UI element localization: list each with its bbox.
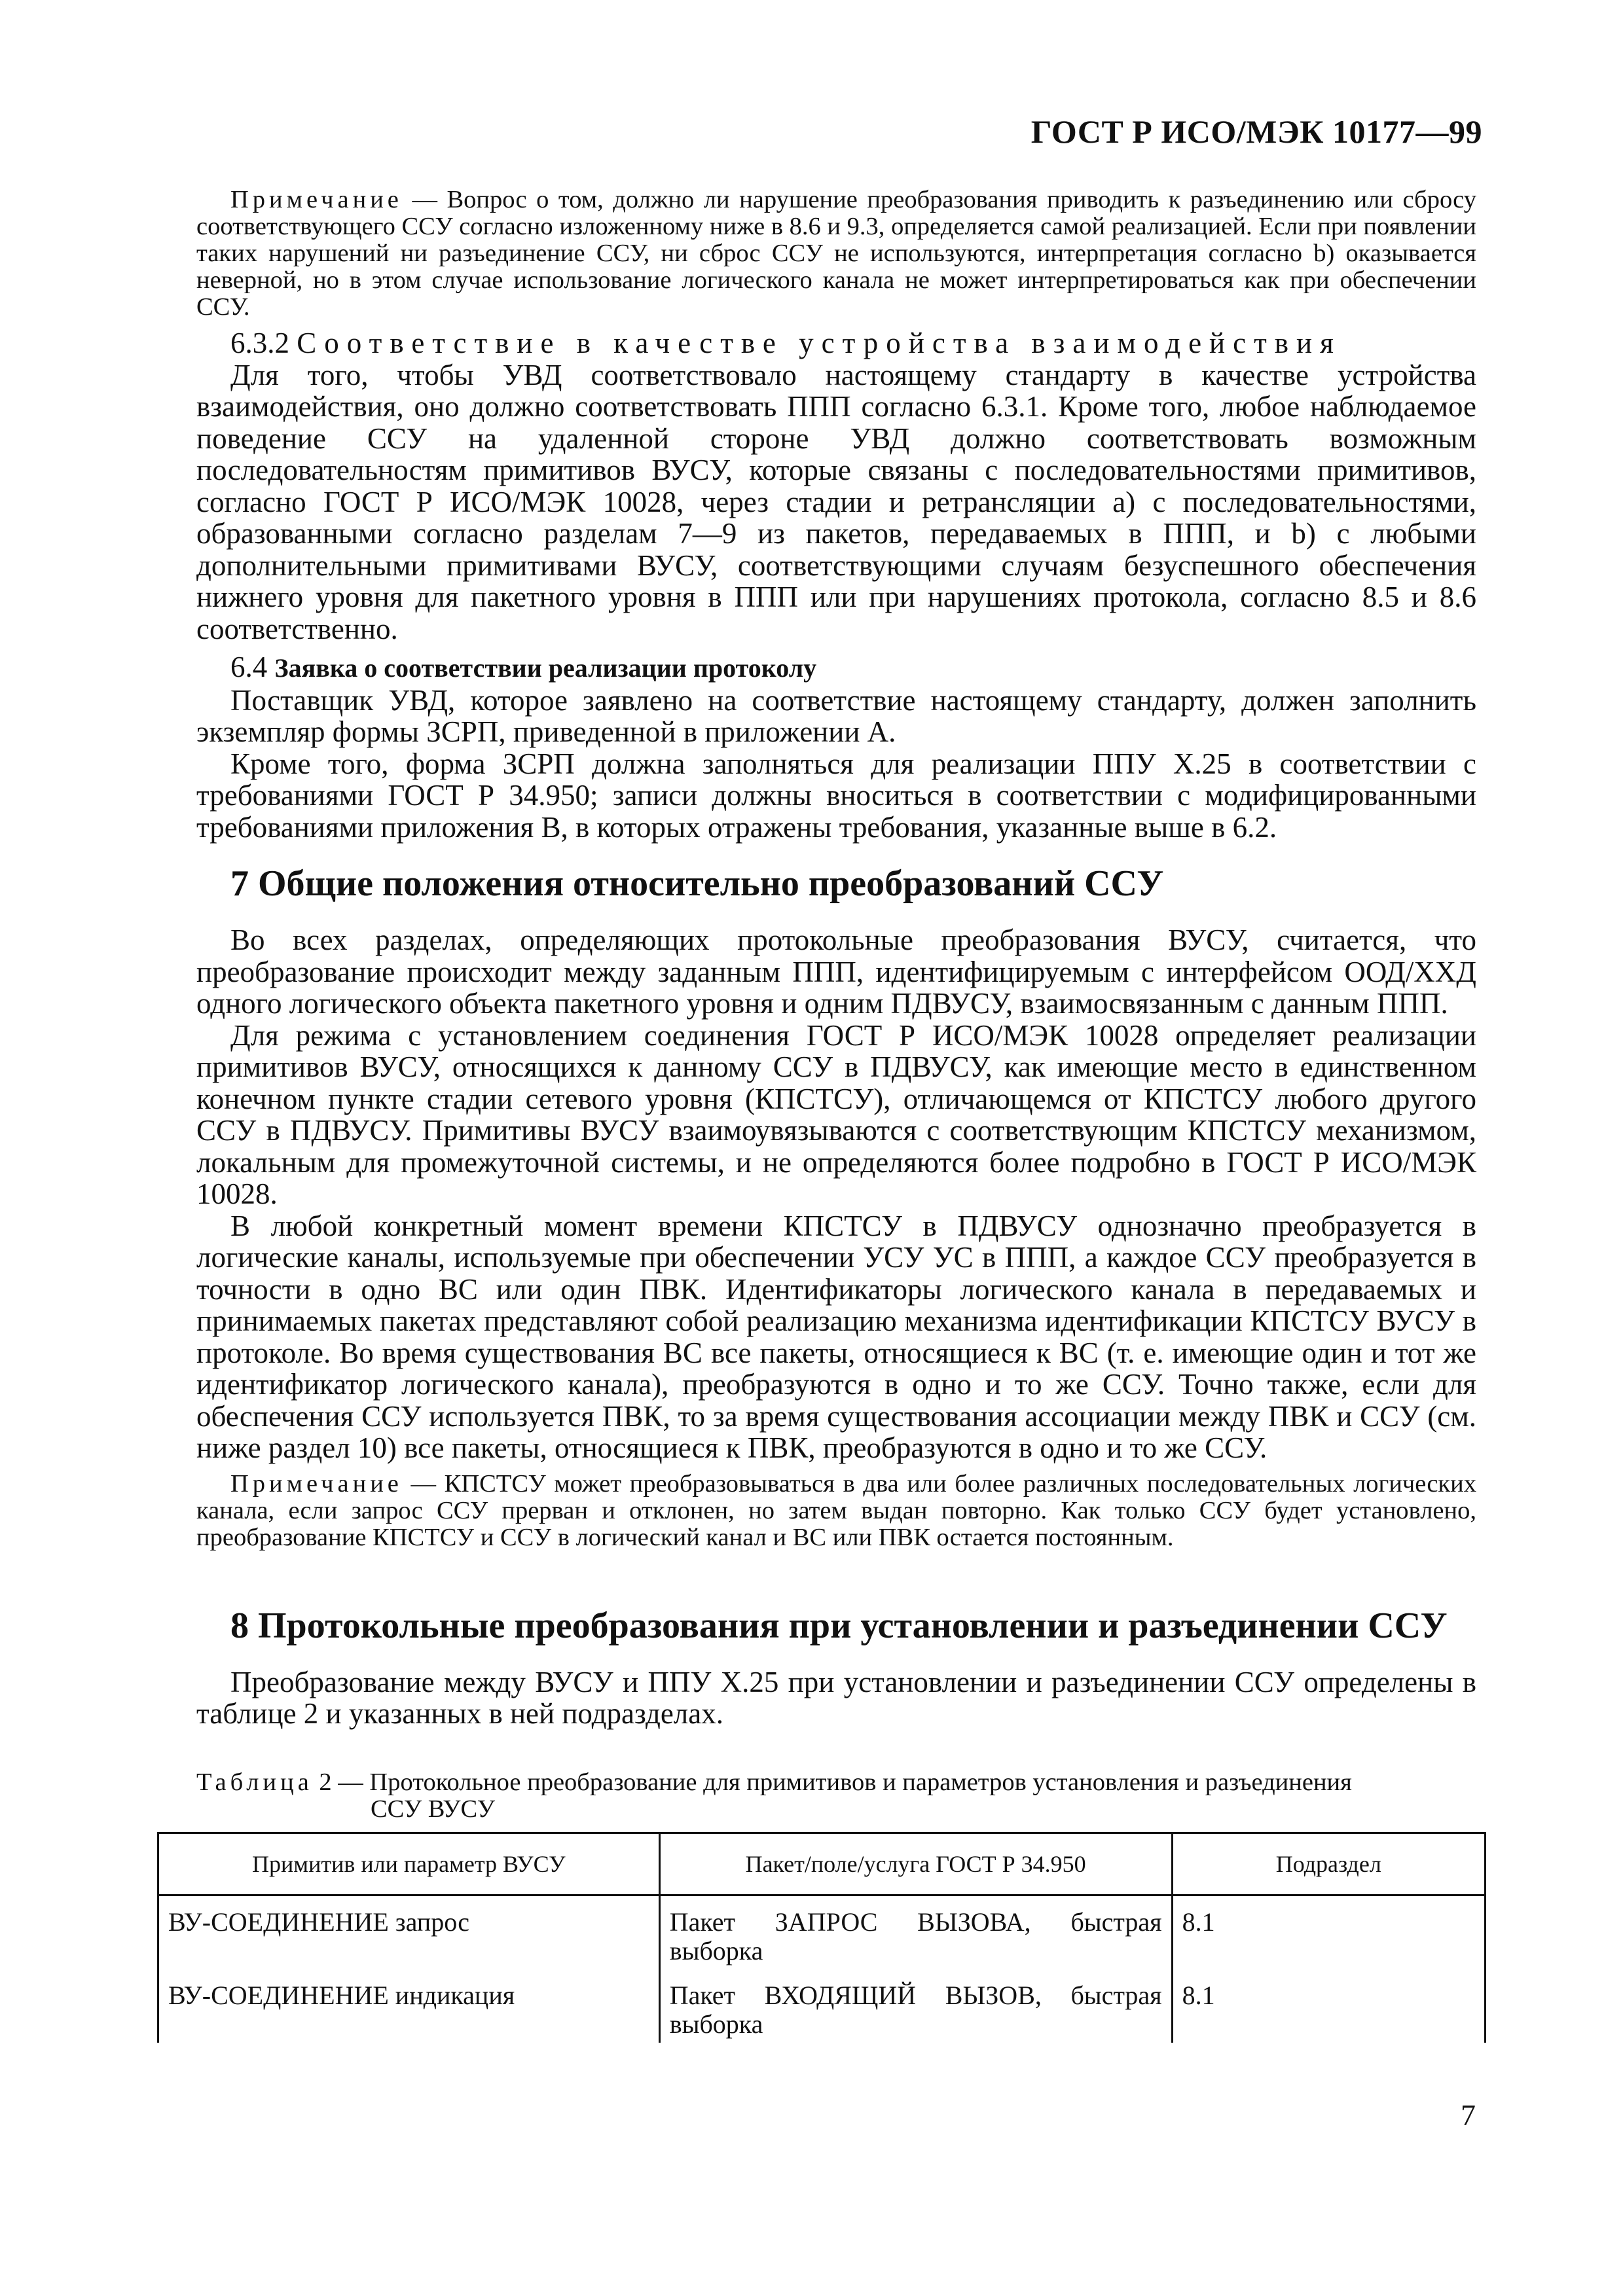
paragraph: Поставщик УВД, которое заявлено на соответствие настоящему стандарту, должен заполнить экземпляр формы ЗСРП, приведенной в приложении А. bbox=[196, 683, 1476, 748]
table-cell-packet: Пакет ВХОДЯЩИЙ ВЫЗОВ, быстрая выборка bbox=[659, 1969, 1172, 2043]
table-header-cell: Подраздел bbox=[1172, 1833, 1485, 1895]
table-header-cell: Примитив или параметр ВУСУ bbox=[158, 1833, 660, 1895]
primitive-type: индикация bbox=[388, 1980, 515, 2010]
table-cell-packet: Пакет ЗАПРОС ВЫЗОВА, быстрая выборка bbox=[659, 1895, 1172, 1969]
primitive-name: ВУ-СОЕДИНЕНИЕ bbox=[168, 1980, 389, 2010]
note-label: Примечание bbox=[230, 1469, 403, 1498]
table-cell-primitive bbox=[158, 1895, 660, 1969]
section-heading-7: 7 Общие положения относительно преобразований ССУ bbox=[230, 863, 1164, 904]
table-caption bbox=[196, 1769, 1476, 1823]
mapping-table bbox=[157, 1832, 1486, 2043]
table-cell-primitive bbox=[158, 1969, 660, 2043]
table-row bbox=[158, 1895, 1486, 1969]
table-row bbox=[158, 1969, 1486, 2043]
primitive-type: запрос bbox=[388, 1907, 469, 1937]
subsection-title: Соответствие в качестве устройства взаимодействия bbox=[297, 327, 1341, 359]
section-heading-8: 8 Протокольные преобразования при установлении и разъединении ССУ bbox=[230, 1605, 1448, 1646]
primitive-name: ВУ-СОЕДИНЕНИЕ bbox=[168, 1907, 389, 1937]
table-cell-subsection: 8.1 bbox=[1172, 1969, 1485, 2043]
paragraph: Кроме того, форма ЗСРП должна заполняться для реализации ППУ X.25 в соответствии с требованиями ГОСТ Р 34.950; записи должны вноситься в соответствии с модифицированными требованиями приложения В, в которых отражены требования, указанные выше в 6.2. bbox=[196, 747, 1476, 844]
table-caption-text: 2 — Протокольное преобразование для примитивов и параметров установления и разъединения bbox=[312, 1768, 1352, 1796]
note-text: — КПСТСУ может преобразовываться в два или более различных последовательных логических канала, если запрос ССУ прерван и отклонен, но затем выдан повторно. Как только ССУ будет установлено, преобразование КПСТСУ и ССУ в логический канал и ВС или ПВК остается постоянным. bbox=[196, 1469, 1476, 1551]
document-header: ГОСТ Р ИСО/МЭК 10177—99 bbox=[1030, 113, 1482, 150]
subsection-heading-6-4 bbox=[196, 651, 1476, 685]
note-label: Примечание bbox=[230, 186, 403, 213]
table-caption-text-2: ССУ ВУСУ bbox=[371, 1795, 495, 1823]
page-number: 7 bbox=[1461, 2098, 1476, 2132]
paragraph: Во всех разделах, определяющих протокольные преобразования ВУСУ, считается, что преобразование происходит между заданным ППП, идентифицируемым с интерфейсом ООД/ХХД одного логического объекта пакетного уровня и одним ПДВУСУ, взаимосвязанным с данным ППП. bbox=[196, 924, 1476, 1020]
note-text: — Вопрос о том, должно ли нарушение преобразования приводить к разъединению или сбросу соответствующего ССУ согласно изложенному ниже в 8.6 и 9.3, определяется самой реализацией. Если при появлении таких нарушений ни разъединение ССУ, ни сброс ССУ не используются, интерпретация согласно b) оказывается неверной, но в этом случае использование логического канала не может интерпретироваться как при обеспечении ССУ. bbox=[196, 186, 1476, 321]
page-content bbox=[168, 186, 1476, 2043]
table-cell-subsection: 8.1 bbox=[1172, 1895, 1485, 1969]
paragraph: В любой конкретный момент времени КПСТСУ в ПДВУСУ однозначно преобразуется в логические каналы, используемые при обеспечении УСУ УС в ППП, а каждое ССУ преобразуется в точности в одно ВС или один ПВК. Идентификаторы логического канала в передаваемых и принимаемых пакетах представляют собой реализацию механизма идентификации КПСТСУ ВУСУ в протоколе. Во время существования ВС все пакеты, относящиеся к ВС (т. е. имеющие один и тот же идентификатор логического канала), преобразуются в одно и то же ССУ. Точно также, если для обеспечения ССУ используется ПВК, то за время существования ассоциации между ПВК и ССУ (см. ниже раздел 10) все пакеты, относящиеся к ПВК, преобразуются в одно и то же ССУ. bbox=[196, 1209, 1476, 1464]
subsection-number: 6.4 bbox=[230, 651, 268, 683]
table-header-cell: Пакет/поле/услуга ГОСТ Р 34.950 bbox=[659, 1833, 1172, 1895]
subsection-heading-6-3-2 bbox=[196, 327, 1476, 359]
paragraph: Для режима с установлением соединения ГОСТ Р ИСО/МЭК 10028 определяет реализации примитивов ВУСУ, относящихся к данному ССУ в ПДВУСУ, как имеющие место в единственном конечном пункте стадии сетевого уровня (КПСТСУ), отличающемся от КПСТСУ любого другого ССУ в ПДВУСУ. Примитивы ВУСУ взаимоувязываются с соответствующим КПСТСУ механизмом, локальным для промежуточной системы, и не определяются более подробно в ГОСТ Р ИСО/МЭК 10028. bbox=[196, 1018, 1476, 1210]
table-header-row bbox=[158, 1833, 1486, 1895]
note-paragraph bbox=[196, 1471, 1476, 1551]
paragraph: Преобразование между ВУСУ и ППУ X.25 при установлении и разъединении ССУ определены в таблице 2 и указанных в ней подразделах. bbox=[196, 1665, 1476, 1730]
table-caption-label: Таблица bbox=[196, 1768, 313, 1796]
subsection-number: 6.3.2 bbox=[230, 327, 289, 359]
subsection-title: Заявка о соответствии реализации протоколу bbox=[274, 653, 817, 683]
paragraph: Для того, чтобы УВД соответствовало настоящему стандарту в качестве устройства взаимодействия, оно должно соответствовать ППП согласно 6.3.1. Кроме того, любое наблюдаемое поведение ССУ на удаленной стороне УВД должно соответствовать возможным последовательностям примитивов ВУСУ, которые связаны с последовательностями примитивов, согласно ГОСТ Р ИСО/МЭК 10028, через стадии и ретрансляции а) с последовательностями, образованными согласно разделам 7—9 из пакетов, передаваемых в ППП, и b) с любыми дополнительными примитивами ВУСУ, соответствующими случаям безуспешного обеспечения нижнего уровня для пакетного уровня в ППП или при нарушениях протокола, согласно 8.5 и 8.6 соответственно. bbox=[196, 358, 1476, 645]
note-paragraph bbox=[196, 187, 1476, 321]
